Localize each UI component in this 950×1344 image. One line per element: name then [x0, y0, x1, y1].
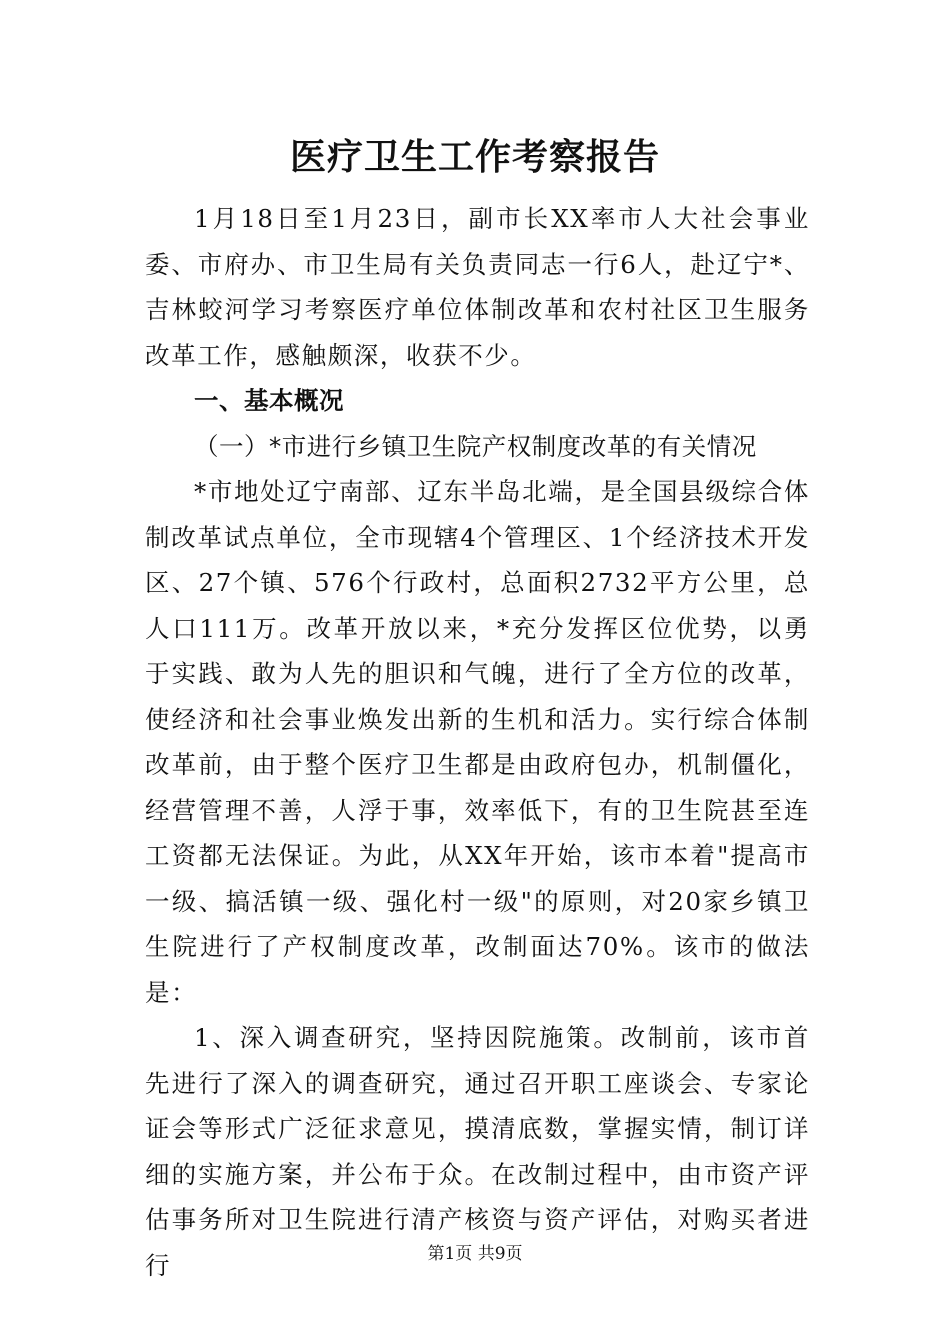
subsection-heading: （一）*市进行乡镇卫生院产权制度改革的有关情况 [194, 431, 757, 461]
body-paragraph: 1、深入调查研究，坚持因院施策。改制前，该市首先进行了深入的调查研究，通过召开职工座谈会、专家论证会等形式广泛征求意见，摸清底数，掌握实情，制订详细的实施方案，并公布于众。在改制过程中，由市资产评估事务所对卫生院进行清产核资与资产评估，对购买者进行 [145, 1023, 810, 1280]
body-paragraph: *市地处辽宁南部、辽东半岛北端，是全国县级综合体制改革试点单位，全市现辖4个管理区、1个经济技术开发区、27个镇、576个行政村，总面积2732平方公里，总人口111万。改革开放以来，*充分发挥区位优势，以勇于实践、敢为人先的胆识和气魄，进行了全方位的改革，使经济和社会事业焕发出新的生机和活力。实行综合体制改革前，由于整个医疗卫生都是由政府包办，机制僵化，经营管理不善，人浮于事，效率低下，有的卫生院甚至连工资都无法保证。为此，从XX年开始，该市本着"提高市一级、搞活镇一级、强化村一级"的原则，对20家乡镇卫生院进行了产权制度改革，改制面达70%。该市的做法是： [145, 477, 810, 1007]
page-number-footer: 第1页 共9页 [427, 1244, 523, 1264]
intro-paragraph: 1月18日至1月23日，副市长XX率市人大社会事业委、市府办、市卫生局有关负责同志一行6人，赴辽宁*、吉林蛟河学习考察医疗单位体制改革和农村社区卫生服务改革工作，感触颇深，收获不少。 [145, 204, 810, 370]
section-heading: 一、基本概况 [194, 386, 344, 415]
document-title: 医疗卫生工作考察报告 [289, 136, 660, 178]
document-body [145, 196, 810, 1288]
